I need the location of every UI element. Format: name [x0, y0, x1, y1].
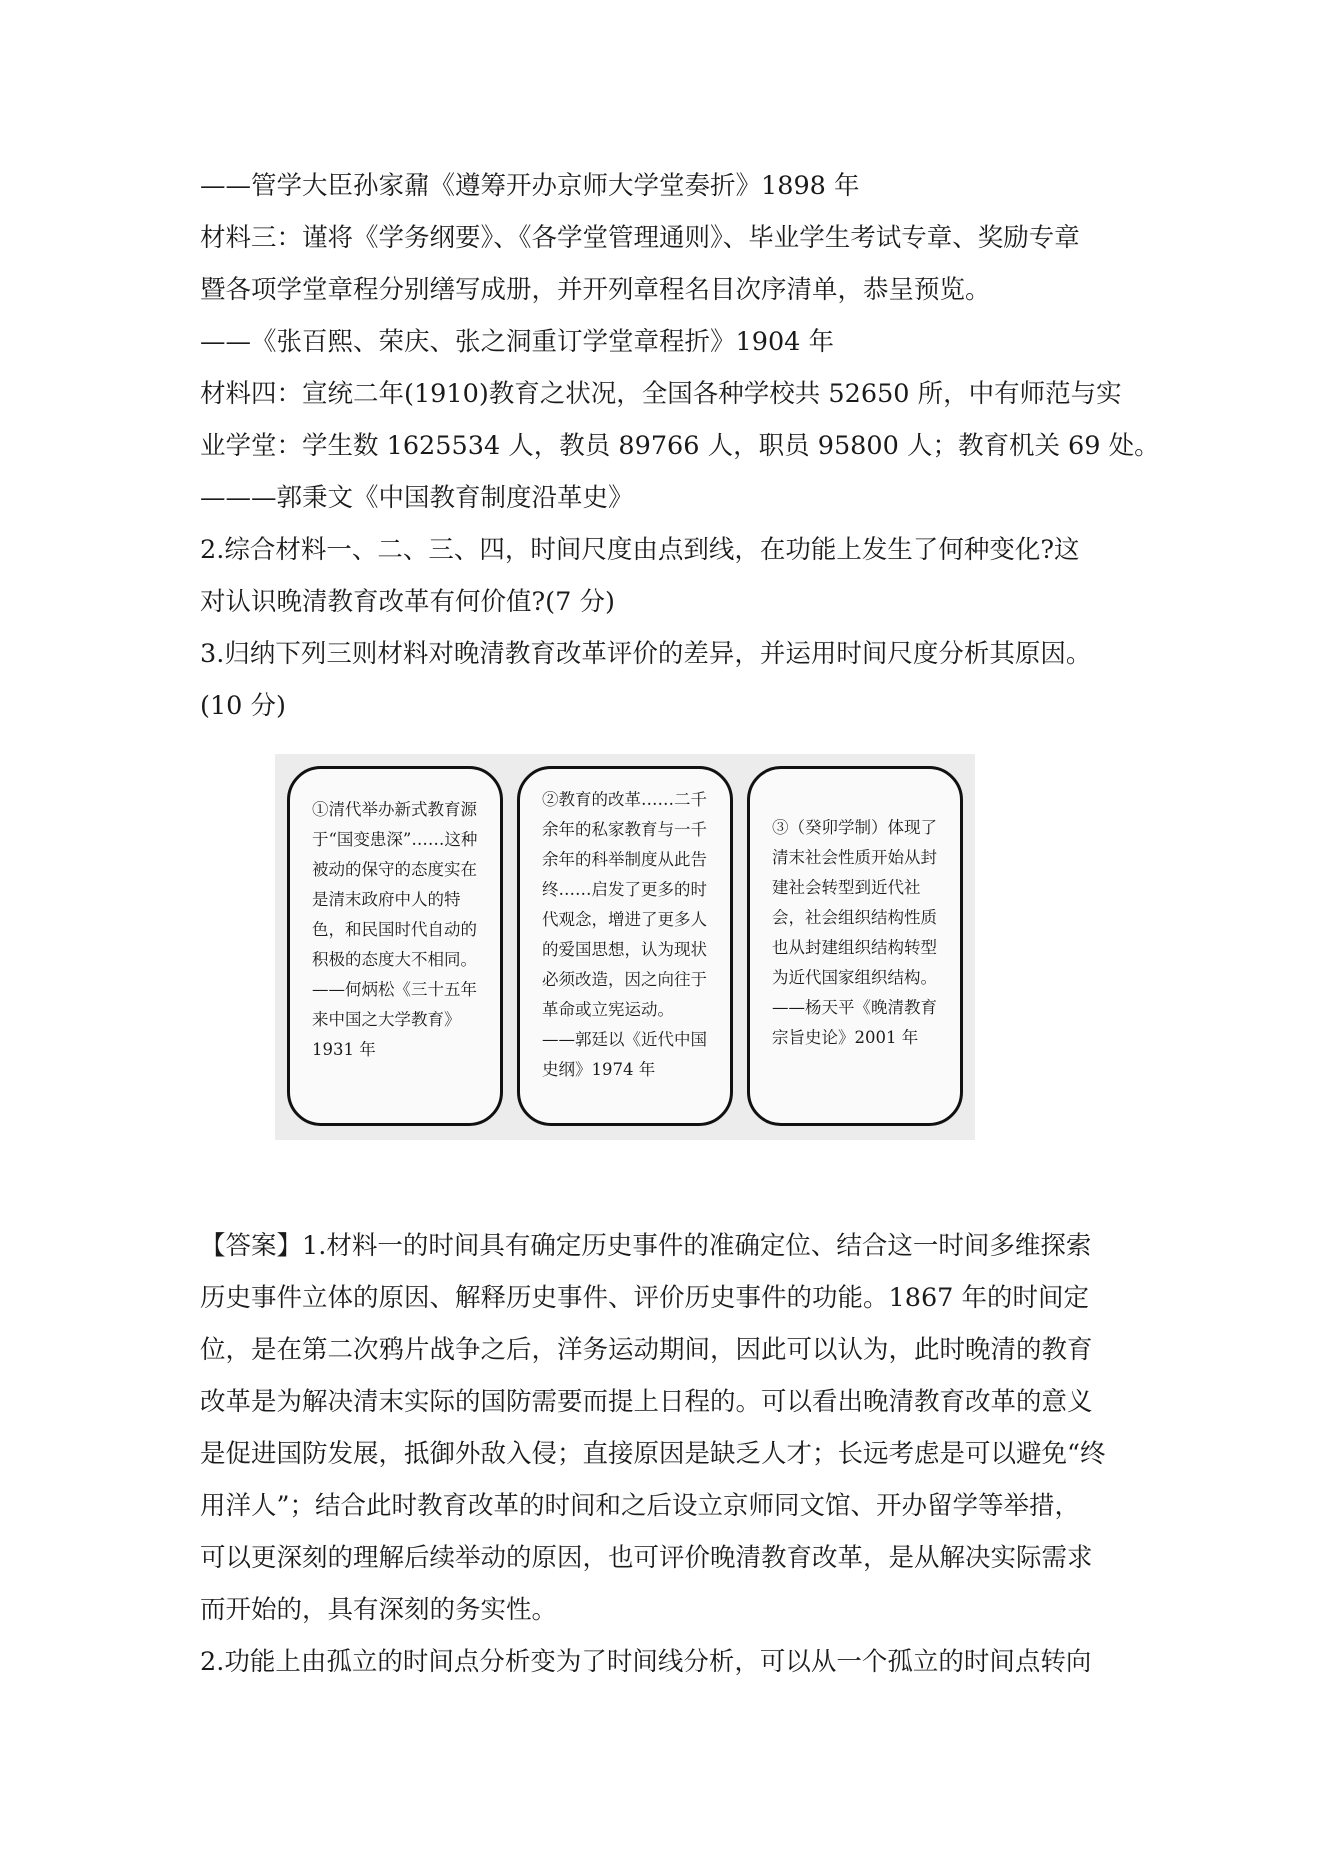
material-3-line: 暨各项学堂章程分别缮写成册，并开列章程名目次序清单，恭呈预览。: [200, 275, 991, 305]
answer-line: 而开始的，具有深刻的务实性。: [200, 1595, 558, 1625]
card-line: 的爱国思想，认为现状: [542, 940, 707, 959]
answer-line: 历史事件立体的原因、解释历史事件、评价历史事件的功能。1867 年的时间定: [200, 1283, 1090, 1313]
card-line: 建社会转型到近代社: [772, 878, 921, 897]
answer-line: 改革是为解决清末实际的国防需要而提上日程的。可以看出晚清教育改革的意义: [200, 1387, 1093, 1417]
answer-line: 是促进国防发展，抵御外敌入侵；直接原因是缺乏人才；长远考虑是可以避免“终: [200, 1439, 1106, 1469]
quote-card-3: [747, 766, 963, 1126]
material-4-line: 业学堂：学生数 1625534 人，教员 89766 人，职员 95800 人；教育机关 69 处。: [200, 431, 1160, 461]
card-line: 宗旨史论》2001 年: [772, 1028, 919, 1047]
question-2-line: 2.综合材料一、二、三、四，时间尺度由点到线，在功能上发生了何种变化?这: [200, 535, 1080, 565]
question-3-line: (10 分): [200, 691, 286, 721]
card-line: 会，社会组织结构性质: [772, 908, 937, 927]
answer-line: 可以更深刻的理解后续举动的原因，也可评价晚清教育改革，是从解决实际需求: [200, 1543, 1093, 1573]
material-section: [200, 160, 1160, 732]
card-line: 为近代国家组织结构。: [772, 968, 937, 987]
quote-cards-figure: [275, 754, 975, 1140]
card-line: 余年的科举制度从此告: [542, 850, 707, 869]
material-3-line: 材料三：谨将《学务纲要》、《各学堂管理通则》、毕业学生考试专章、奖励专章: [200, 223, 1080, 253]
card-line: 是清末政府中人的特: [312, 890, 461, 909]
card-line: 1931 年: [312, 1040, 376, 1059]
card-line: 色，和民国时代自动的: [312, 920, 477, 939]
card-line: ③（癸卯学制）体现了: [772, 818, 937, 837]
card-line: 于“国变患深”……这种: [312, 830, 478, 849]
answer-line: 用洋人”；结合此时教育改革的时间和之后设立京师同文馆、开办留学等举措，: [200, 1491, 1081, 1521]
card-line: 也从封建组织结构转型: [772, 938, 937, 957]
card-line: 史纲》1974 年: [542, 1060, 656, 1079]
material-4-line: 材料四：宣统二年(1910)教育之状况，全国各种学校共 52650 所，中有师范与实: [200, 379, 1122, 409]
document-page: [200, 160, 1160, 1688]
answer-line: 2.功能上由孤立的时间点分析变为了时间线分析，可以从一个孤立的时间点转向: [200, 1647, 1092, 1677]
card-line: 必须改造，因之向往于: [542, 970, 707, 989]
card-line: 代观念，增进了更多人: [542, 910, 707, 929]
source-line: ——《张百熙、荣庆、张之洞重订学堂章程折》1904 年: [200, 327, 835, 357]
card-line: ——何炳松《三十五年: [312, 980, 477, 999]
answer-section: [200, 1220, 1140, 1688]
source-line: ———郭秉文《中国教育制度沿革史》: [200, 483, 634, 513]
source-line: ——管学大臣孙家鼐《遵筹开办京师大学堂奏折》1898 年: [200, 171, 860, 201]
quote-card-1: [287, 766, 503, 1126]
card-line: 终……启发了更多的时: [542, 880, 707, 899]
card-line: ——郭廷以《近代中国: [542, 1030, 707, 1049]
card-line: ——杨天平《晚清教育: [772, 998, 937, 1017]
card-line: 清末社会性质开始从封: [772, 848, 937, 867]
question-2-line: 对认识晚清教育改革有何价值?(7 分): [200, 587, 615, 617]
card-line: 被动的保守的态度实在: [312, 860, 477, 879]
card-line: 余年的私家教育与一千: [542, 820, 707, 839]
card-line: ①清代举办新式教育源: [312, 800, 477, 819]
card-line: 革命或立宪运动。: [542, 1000, 674, 1019]
card-line: ②教育的改革……二千: [542, 790, 707, 809]
card-line: 来中国之大学教育》: [312, 1010, 461, 1029]
answer-line: 【答案】1.材料一的时间具有确定历史事件的准确定位、结合这一时间多维探索: [200, 1231, 1092, 1261]
card-line: 积极的态度大不相同。: [312, 950, 477, 969]
answer-line: 位，是在第二次鸦片战争之后，洋务运动期间，因此可以认为，此时晚清的教育: [200, 1335, 1093, 1365]
quote-card-2: [517, 766, 733, 1126]
question-3-line: 3.归纳下列三则材料对晚清教育改革评价的差异，并运用时间尺度分析其原因。: [200, 639, 1092, 669]
